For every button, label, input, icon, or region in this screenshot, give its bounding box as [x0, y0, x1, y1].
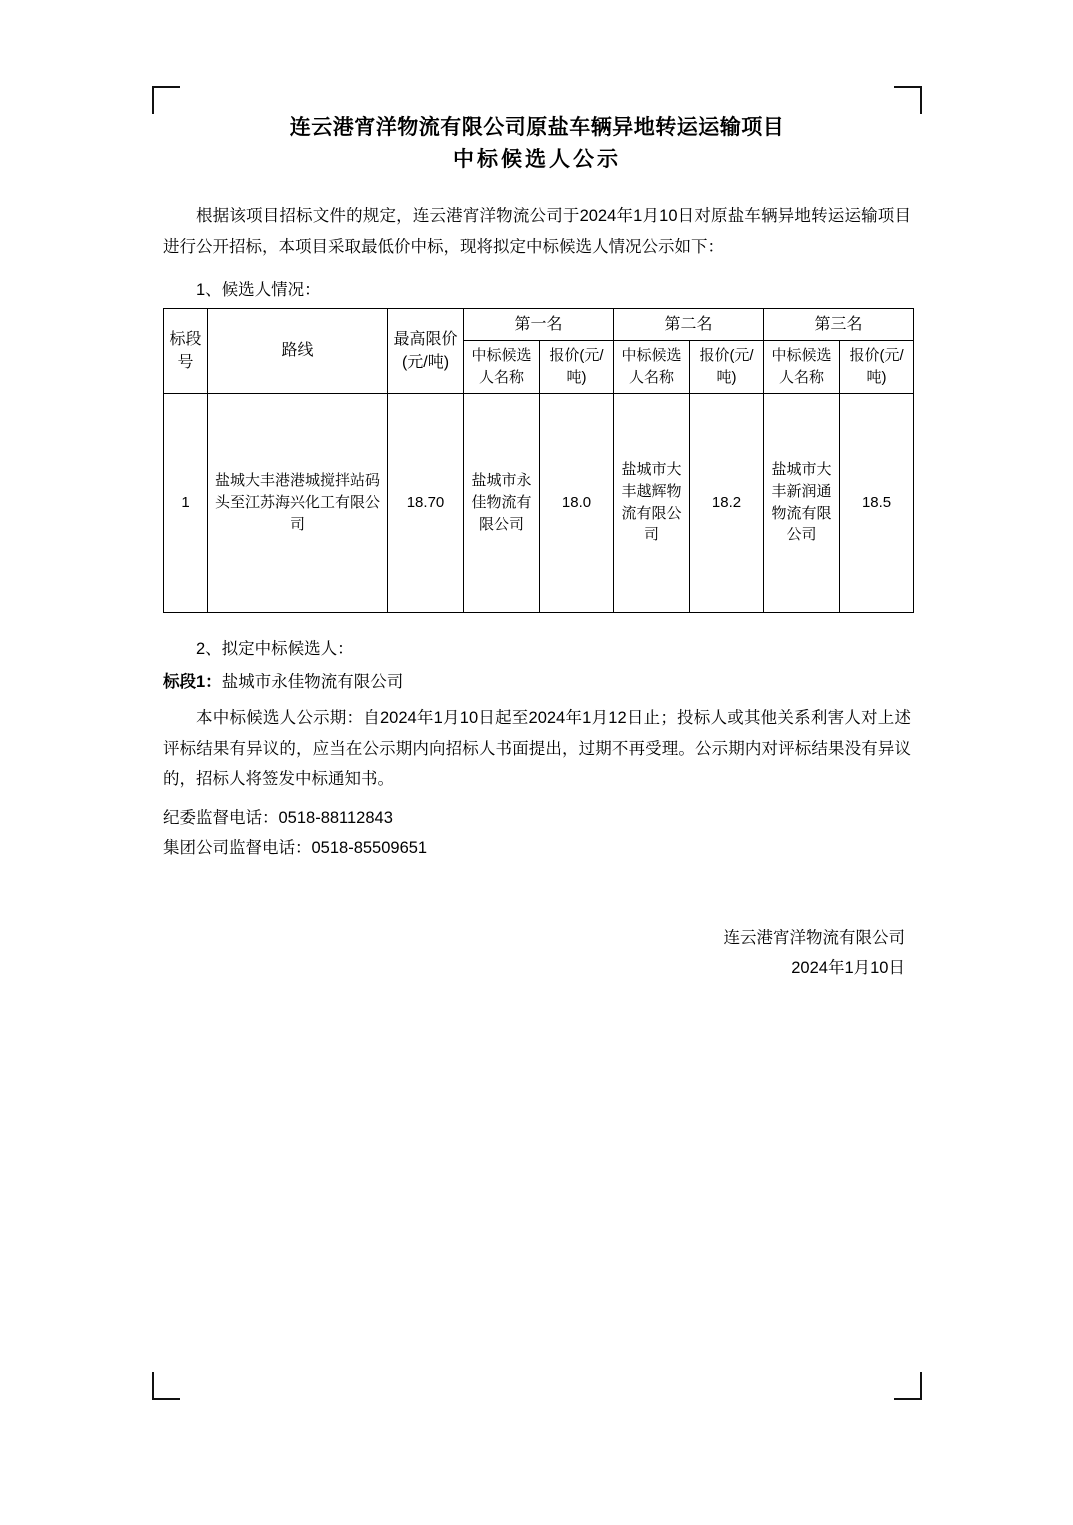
- header-rank-2: 第二名: [614, 309, 764, 341]
- crop-mark-bottom-right: [894, 1372, 922, 1400]
- signature-company: 连云港宵洋物流有限公司: [723, 928, 905, 947]
- document-body: [163, 100, 911, 983]
- candidates-table: [163, 308, 914, 613]
- cell-route: 盐城大丰港港城搅拌站码头至江苏海兴化工有限公司: [208, 393, 388, 612]
- header-candidate-name-1: 中标候选人名称: [464, 341, 540, 394]
- page-title: [163, 112, 911, 175]
- section-1-label: 1、候选人情况：: [196, 281, 321, 300]
- discipline-phone: 纪委监督电话：0518-88112843: [163, 808, 393, 827]
- section-2-label: 2、拟定中标候选人：: [196, 639, 354, 658]
- group-phone: 集团公司监督电话：0518-85509651: [163, 839, 428, 858]
- cell-candidate-1-name: 盐城市永佳物流有限公司: [464, 393, 540, 612]
- signature-date: 2024年1月10日: [791, 958, 905, 977]
- notice-paragraph: 本中标候选人公示期：自2024年1月10日起至2024年1月12日止；投标人或其他关系利害人对上述评标结果有异议的，应当在公示期内向招标人书面提出，过期不再受理。公示期内对评标结果没有异议的，招标人将签发中标通知书。: [163, 709, 911, 789]
- cell-cap-price: 18.70: [388, 393, 464, 612]
- header-cap-price: 最高限价(元/吨): [388, 309, 464, 394]
- header-segment-no: 标段号: [164, 309, 208, 394]
- winner-line: [163, 667, 911, 698]
- cell-segment-no: 1: [164, 393, 208, 612]
- winner-name: 盐城市永佳物流有限公司: [221, 672, 404, 691]
- header-quote-3: 报价(元/吨): [840, 341, 914, 394]
- cell-candidate-2-price: 18.2: [690, 393, 764, 612]
- crop-mark-bottom-left: [152, 1372, 180, 1400]
- title-line-1: 连云港宵洋物流有限公司原盐车辆异地转运运输项目: [289, 116, 785, 139]
- intro-paragraph: 根据该项目招标文件的规定，连云港宵洋物流公司于2024年1月10日对原盐车辆异地转运运输项目进行公开招标，本项目采取最低价中标，现将拟定中标候选人情况公示如下：: [163, 207, 911, 256]
- table-row: [164, 393, 914, 612]
- cell-candidate-3-name: 盐城市大丰新润通物流有限公司: [764, 393, 840, 612]
- header-candidate-name-2: 中标候选人名称: [614, 341, 690, 394]
- table-header-row-1: [164, 309, 914, 341]
- header-route: 路线: [208, 309, 388, 394]
- signature-block: [163, 924, 911, 983]
- title-line-2: 中标候选人公示: [453, 147, 621, 171]
- cell-candidate-3-price: 18.5: [840, 393, 914, 612]
- header-quote-2: 报价(元/吨): [690, 341, 764, 394]
- header-rank-3: 第三名: [764, 309, 914, 341]
- winner-label: 标段1：: [163, 672, 222, 691]
- header-rank-1: 第一名: [464, 309, 614, 341]
- header-quote-1: 报价(元/吨): [540, 341, 614, 394]
- cell-candidate-2-name: 盐城市大丰越辉物流有限公司: [614, 393, 690, 612]
- cell-candidate-1-price: 18.0: [540, 393, 614, 612]
- header-candidate-name-3: 中标候选人名称: [764, 341, 840, 394]
